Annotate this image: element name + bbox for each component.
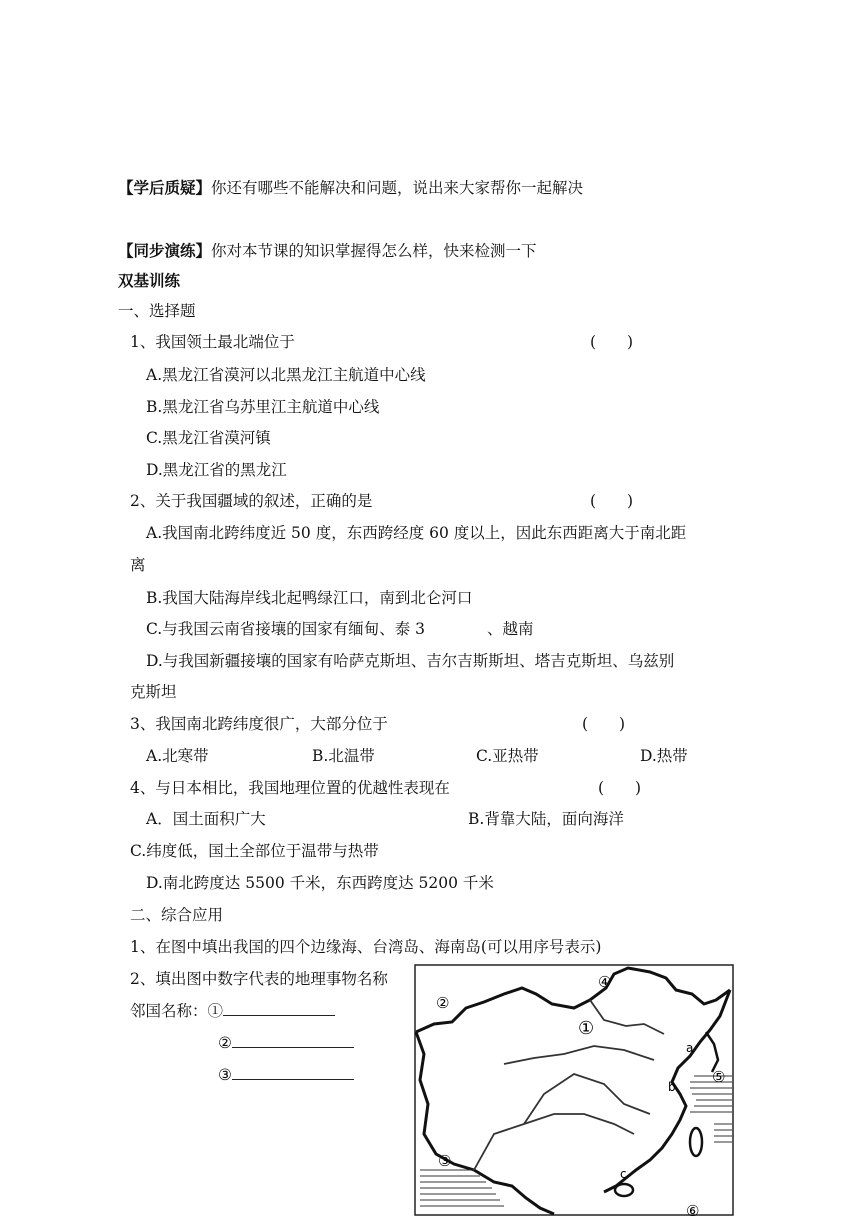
q3-option-b: B.北温带: [312, 747, 375, 765]
q4-option-b: B.背靠大陆，面向海洋: [468, 810, 624, 828]
part2-title: 二、综合应用: [130, 906, 224, 924]
q3-answer-paren: ( ): [582, 715, 626, 733]
application-1: 1、在图中填出我国的四个边缘海、台湾岛、海南岛(可以用序号表示): [130, 938, 602, 956]
map-label-a: a: [686, 1041, 694, 1055]
q2-option-c: [146, 618, 534, 640]
map-label-b: b: [668, 1080, 676, 1094]
section-title: 双基训练: [118, 271, 181, 290]
neighbor-num-1: ①: [207, 1002, 224, 1020]
map-frame: [415, 965, 733, 1215]
neighbor-row-2: [218, 1031, 354, 1054]
map-label-c: c: [620, 1167, 627, 1181]
q1-answer-paren: ( ): [590, 333, 634, 351]
map-label-4: ④: [598, 973, 612, 991]
sync-practice-text: 你对本节课的知识掌握得怎么样，快来检测一下: [211, 242, 537, 260]
q2-option-a-line1: A.我国南北跨纬度近 50 度，东西跨经度 60 度以上，因此东西距离大于南北距: [146, 524, 687, 542]
neighbor-blank-2[interactable]: [232, 1031, 354, 1048]
q2-option-a-line2: 离: [130, 556, 146, 574]
neighbor-blank-3[interactable]: [232, 1063, 354, 1080]
q2-answer-paren: ( ): [590, 492, 634, 510]
neighbor-row-3: [218, 1063, 354, 1086]
q1-option-a: A.黑龙江省漠河以北黑龙江主航道中心线: [146, 366, 426, 384]
map-label-5: ⑤: [712, 1068, 726, 1086]
q3-stem: 3、我国南北跨纬度很广，大部分位于: [130, 715, 388, 733]
part1-title: 一、选择题: [118, 302, 196, 320]
map-label-6: ⑥: [686, 1202, 700, 1216]
sync-practice: [118, 240, 537, 262]
china-outline-map: [414, 964, 734, 1216]
q1-option-d: D.黑龙江省的黑龙江: [146, 461, 287, 479]
q4-answer-paren: ( ): [598, 779, 642, 797]
q1-stem: 1、我国领土最北端位于: [130, 333, 295, 351]
neighbor-num-3: ③: [218, 1066, 232, 1084]
q1-option-c: C.黑龙江省漠河镇: [146, 429, 271, 447]
neighbor-row-1: [130, 999, 335, 1022]
neighbor-label: 邻国名称：: [130, 1002, 208, 1020]
q2-option-d-line1: D.与我国新疆接壤的国家有哈萨克斯坦、吉尔吉斯斯坦、塔吉克斯坦、乌兹别: [146, 652, 675, 670]
q2-option-b: B.我国大陆海岸线北起鸭绿江口，南到北仑河口: [146, 589, 473, 607]
q3-option-a: A.北寒带: [146, 747, 209, 765]
q2-option-c-part2: 、越南: [487, 620, 534, 638]
q4-option-c: C.纬度低，国土全部位于温带与热带: [130, 842, 379, 860]
map-label-3: ③: [438, 1152, 452, 1170]
q3-option-d: D.热带: [640, 747, 688, 765]
neighbor-blank-1[interactable]: [223, 999, 335, 1016]
application-2: 2、填出图中数字代表的地理事物名称: [130, 970, 388, 988]
neighbor-num-2: ②: [218, 1034, 232, 1052]
q2-option-c-part1: C.与我国云南省接壤的国家有缅甸、泰 3: [146, 620, 426, 638]
after-class-text: 你还有哪些不能解决和问题，说出来大家帮你一起解决: [211, 179, 584, 197]
map-label-1: ①: [578, 1018, 595, 1039]
after-class-tag: 【学后质疑】: [118, 178, 212, 197]
q3-option-c: C.亚热带: [476, 747, 539, 765]
q2-option-d-line2: 克斯坦: [130, 683, 177, 701]
after-class-question: [118, 177, 583, 199]
q4-stem: 4、与日本相比，我国地理位置的优越性表现在: [130, 779, 450, 797]
map-label-2: ②: [436, 994, 450, 1012]
q1-option-b: B.黑龙江省乌苏里江主航道中心线: [146, 398, 380, 416]
q4-option-a: A．国土面积广大: [146, 810, 266, 828]
q2-stem: 2、关于我国疆域的叙述，正确的是: [130, 492, 373, 510]
sync-practice-tag: 【同步演练】: [118, 241, 212, 260]
q4-option-d: D.南北跨度达 5500 千米，东西跨度达 5200 千米: [146, 874, 494, 892]
